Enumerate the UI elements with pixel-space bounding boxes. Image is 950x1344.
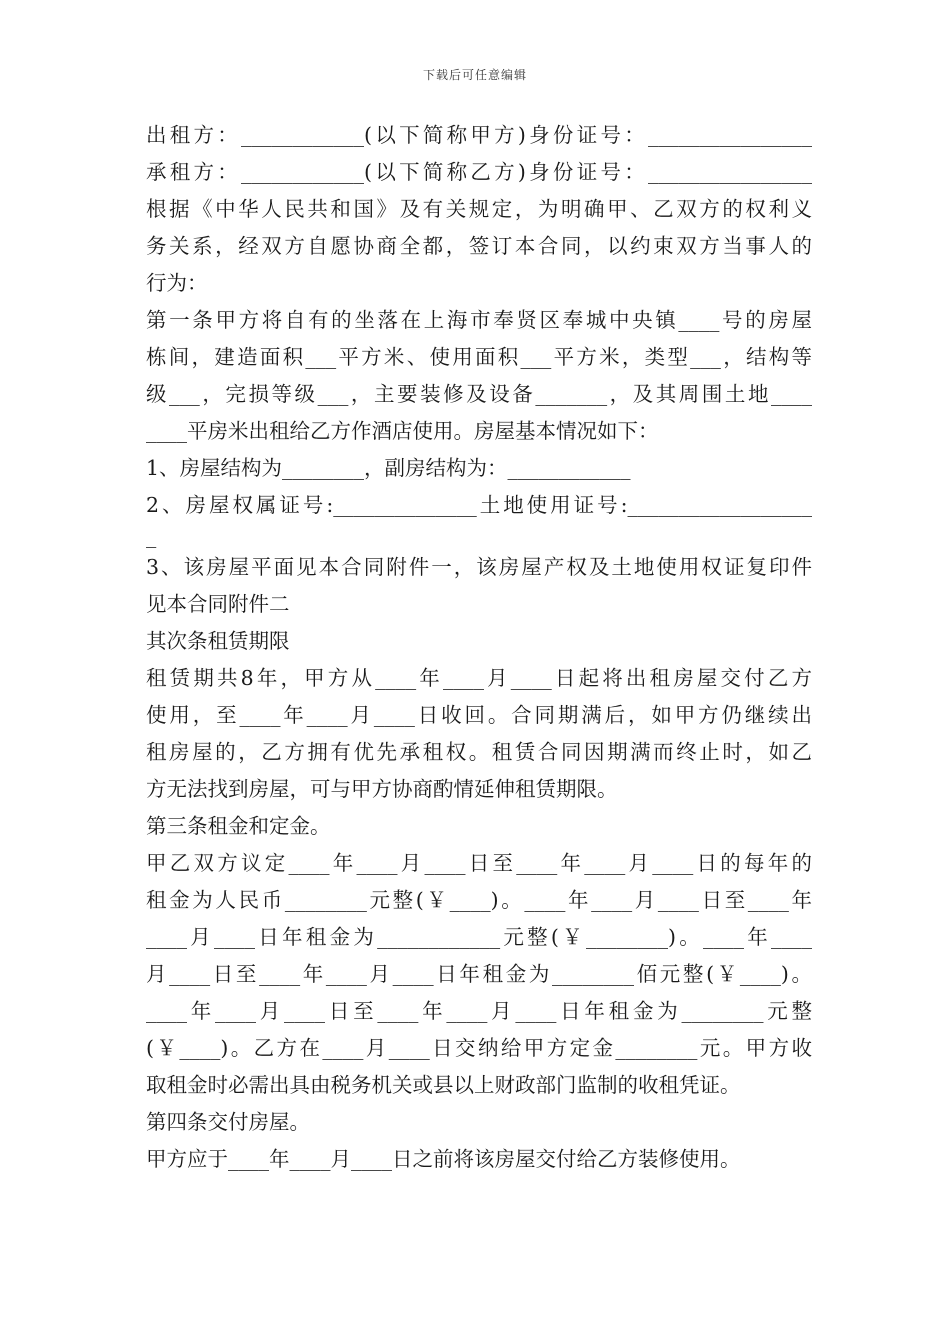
text-line: 其次条租赁期限 [146,629,290,653]
text-line: 行为： [146,271,208,295]
page-header: 下载后可任意编辑 [422,68,527,82]
text-line: 取租金时必需出具由税务机关或县以上财政部门监制的收租凭证。 [146,1073,741,1097]
text-line: ____年____月____日至____年____月____日年租金为________元整 [146,999,812,1023]
text-line: 第一条甲方将自有的坐落在上海市奉贤区奉城中央镇____号的房屋 [146,308,812,332]
text-line: 月____日至____年____月____日年租金为________佰元整(￥____)。 [146,962,812,986]
text-line: 第三条租金和定金。 [146,814,331,838]
text-line: 根据《中华人民共和国》及有关规定，为明确甲、乙双方的权利义 [146,197,812,221]
text-line: 租金为人民币________元整(￥____)。____年____月____日至____年 [146,888,812,912]
text-line: 租房屋的，乙方拥有优先承租权。租赁合同因期满而终止时，如乙 [146,740,812,764]
document-body [146,117,812,1178]
text-line: 级___，完损等级___，主要装修及设备_______，及其周围土地____ [146,382,812,406]
text-line: ____月____日年租金为____________元整(￥________)。____年____ [146,925,812,949]
text-line: 见本合同附件二 [146,592,290,616]
text-line: 使用，至____年____月____日收回。合同期满后，如甲方仍继续出 [146,703,812,727]
text-line: 承租方：____________(以下简称乙方)身份证号：________________ [146,160,812,184]
text-line: 务关系，经双方自愿协商全都，签订本合同，以约束双方当事人的 [146,234,812,258]
text-line: 2、房屋权属证号:______________土地使用证号:__________________ [146,493,812,517]
text-line: 出租方：____________(以下简称甲方)身份证号：________________ [146,123,812,147]
text-line: (￥____)。乙方在____月____日交纳给甲方定金________元。甲方收 [146,1036,812,1060]
text-line: 甲乙双方议定____年____月____日至____年____月____日的每年的 [146,851,812,875]
text-line: 甲方应于____年____月____日之前将该房屋交付给乙方装修使用。 [146,1147,741,1171]
text-line: 租赁期共8年，甲方从____年____月____日起将出租房屋交付乙方 [146,666,812,690]
text-line: _ [146,524,157,548]
text-line: 方无法找到房屋，可与甲方协商酌情延伸租赁期限。 [146,777,618,801]
text-line: 栋间，建造面积___平方米、使用面积___平方米，类型___，结构等 [146,345,812,369]
text-line: 1、房屋结构为________，副房结构为：____________ [146,456,631,480]
text-line: 3、该房屋平面见本合同附件一，该房屋产权及土地使用权证复印件 [146,555,812,579]
text-line: ____平房米出租给乙方作酒店使用。房屋基本情况如下： [146,419,659,443]
text-line: 第四条交付房屋。 [146,1110,310,1134]
